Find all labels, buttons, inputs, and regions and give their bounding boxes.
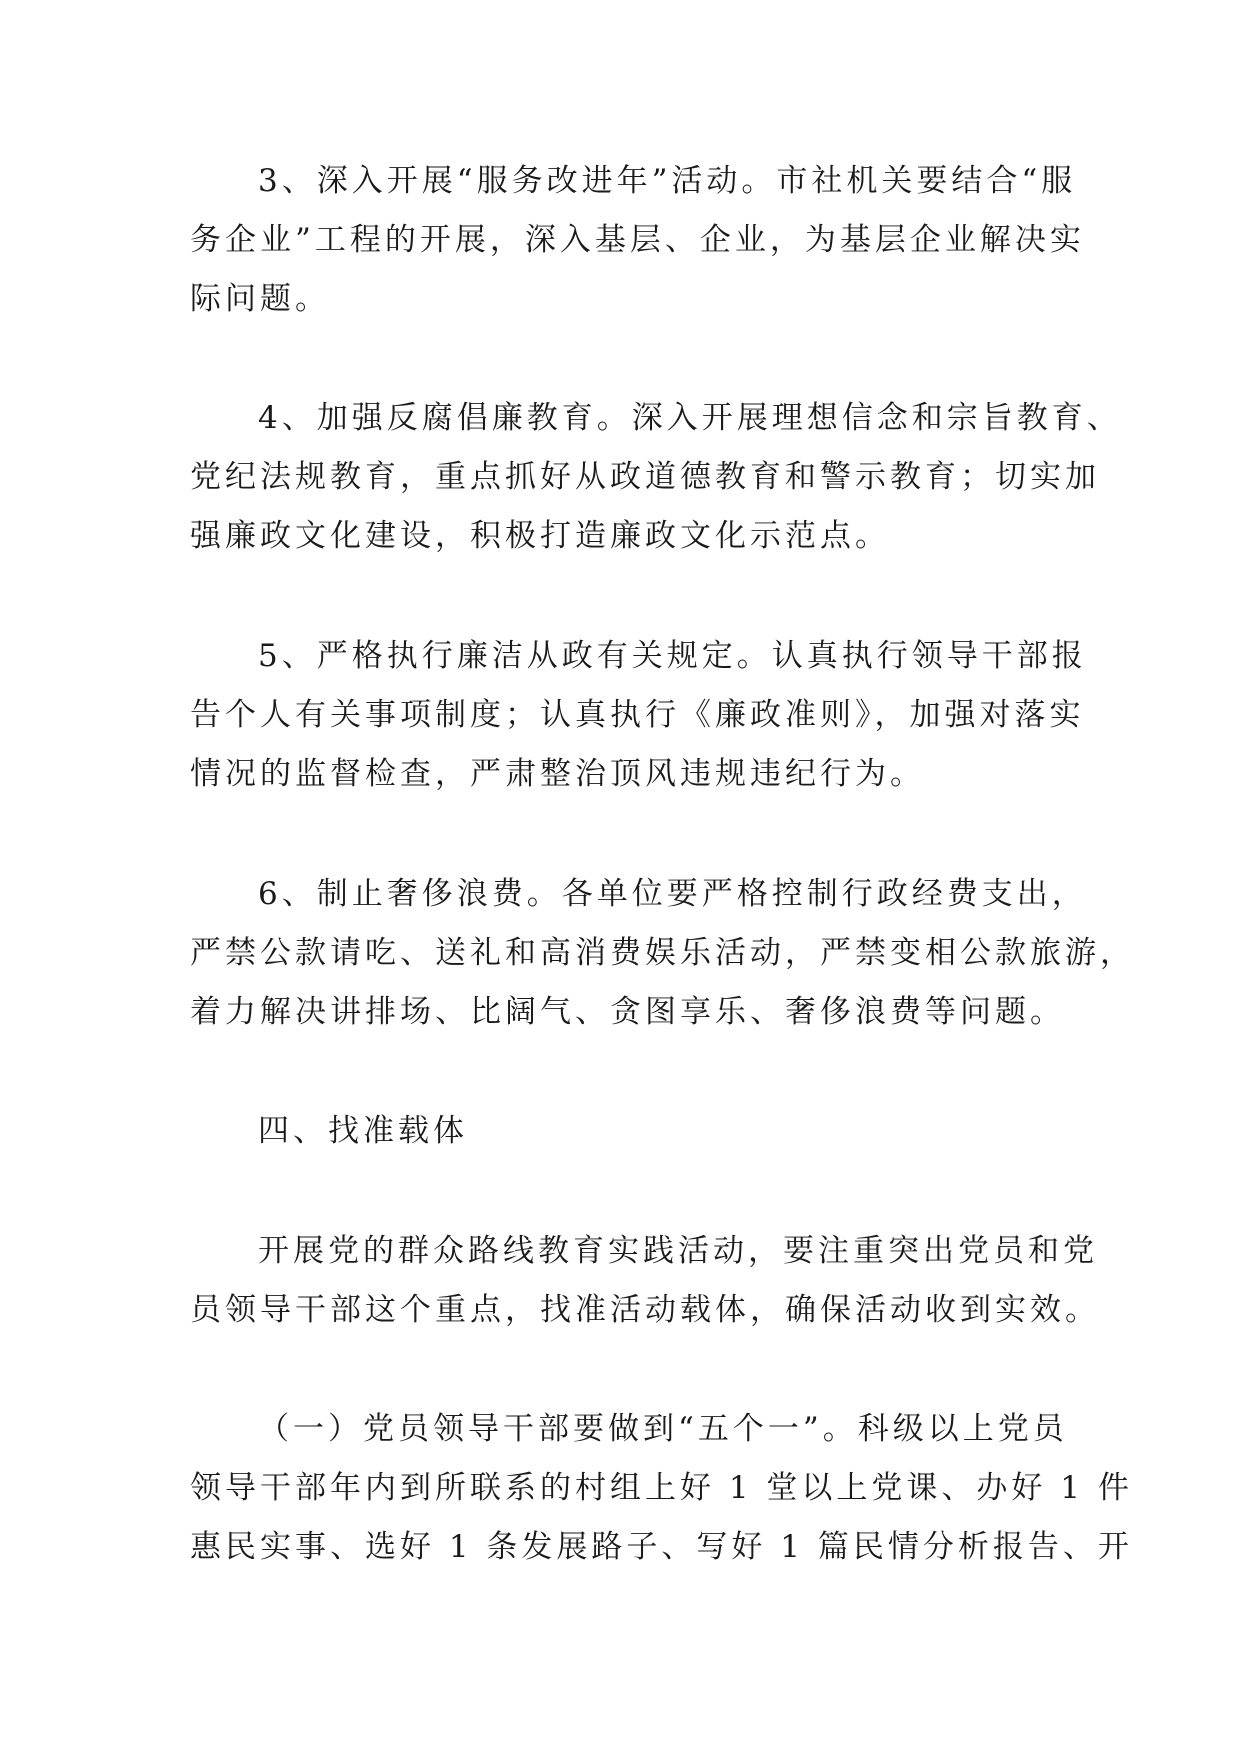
paragraph-line: 3、深入开展“服务改进年”活动。市社机关要结合“服 [258,163,1077,199]
paragraph-item-5 [190,627,1087,804]
paragraph-line: 着力解决讲排场、比阔气、贪图享乐、奢侈浪费等问题。 [190,994,1065,1030]
paragraph-item-6 [190,865,1135,1042]
paragraph-line: 6、制止奢侈浪费。各单位要严格控制行政经费支出， [258,876,1087,912]
paragraph-line: 强廉政文化建设，积极打造廉政文化示范点。 [190,518,890,554]
paragraph-line: 党纪法规教育，重点抓好从政道德教育和警示教育；切实加 [190,459,1100,495]
section-heading: 四、找准载体 [258,1113,468,1149]
paragraph-item-4 [190,389,1122,566]
paragraph-line: 员领导干部这个重点，找准活动载体，确保活动收到实效。 [190,1292,1100,1328]
paragraph-line: 务企业”工程的开展，深入基层、企业，为基层企业解决实 [190,222,1085,258]
paragraph-line: （一）党员领导干部要做到“五个一”。科级以上党员 [258,1411,1068,1447]
paragraph-line: 开展党的群众路线教育实践活动，要注重突出党员和党 [258,1233,1098,1269]
paragraph-line: 际问题。 [190,281,330,317]
paragraph-item-3 [190,152,1085,329]
paragraph-line: 告个人有关事项制度；认真执行《廉政准则》，加强对落实 [190,697,1085,733]
paragraph-line: 惠民实事、选好 1 条发展路子、写好 1 篇民情分析报告、开 [190,1529,1133,1565]
intro-paragraph [190,1222,1100,1340]
paragraph-line: 情况的监督检查，严肃整治顶风违规违纪行为。 [190,756,925,792]
paragraph-line: 领导干部年内到所联系的村组上好 1 堂以上党课、办好 1 件 [190,1470,1133,1506]
paragraph-line: 严禁公款请吃、送礼和高消费娱乐活动，严禁变相公款旅游， [190,935,1135,971]
paragraph-line: 5、严格执行廉洁从政有关规定。认真执行领导干部报 [258,638,1087,674]
paragraph-line: 4、加强反腐倡廉教育。深入开展理想信念和宗旨教育、 [258,400,1122,436]
subsection-paragraph [190,1400,1133,1577]
